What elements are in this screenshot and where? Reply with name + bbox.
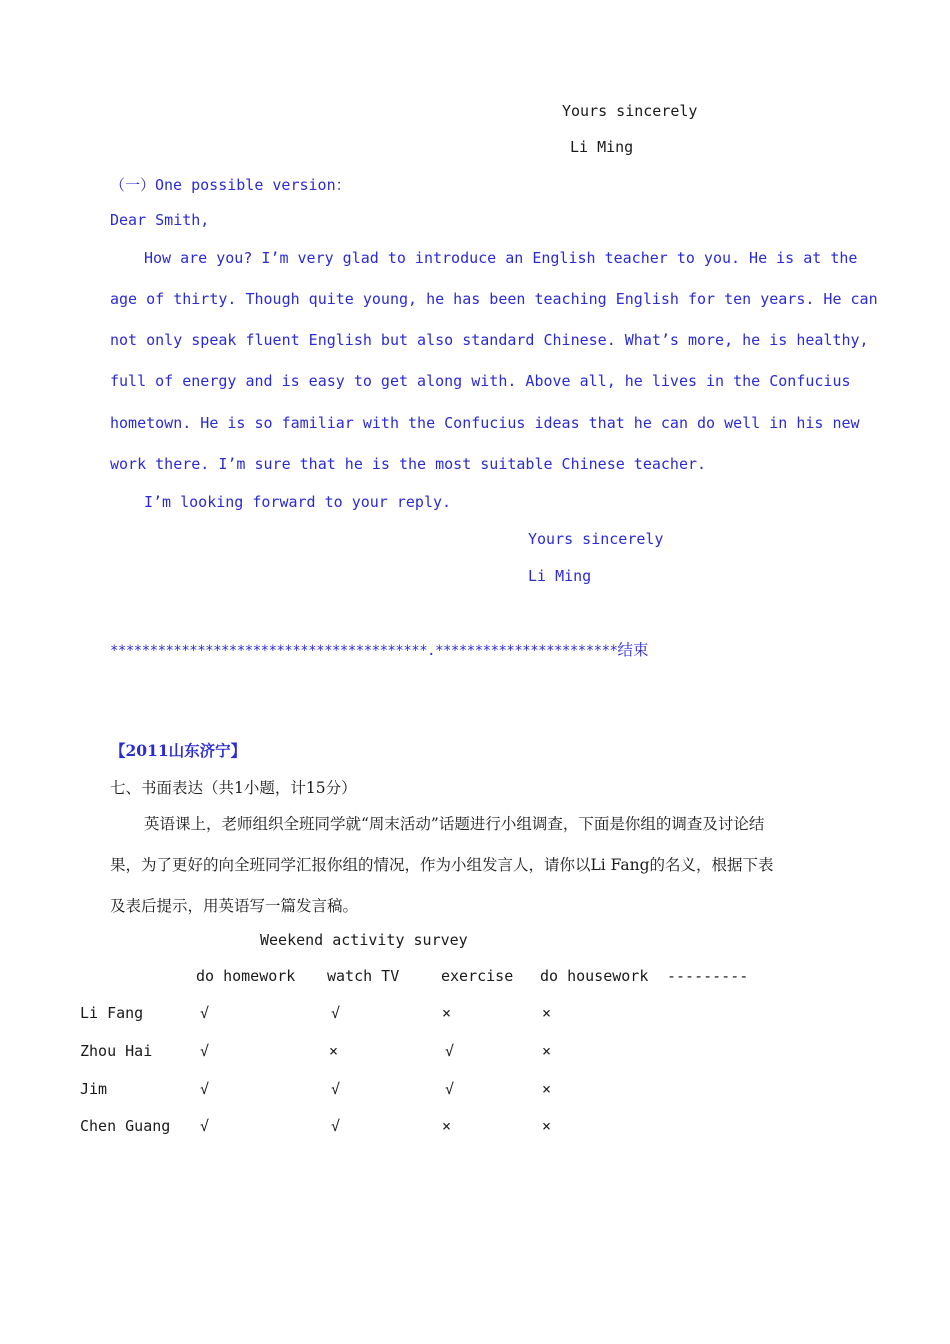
row-mark: × bbox=[442, 1117, 452, 1135]
row-mark: √ bbox=[331, 1080, 341, 1098]
prompt-line-3: 及表后提示，用英语写一篇发言稿。 bbox=[110, 897, 359, 915]
row-mark: √ bbox=[200, 1117, 210, 1135]
version-signature: Li Ming bbox=[528, 567, 592, 585]
version-closing: Yours sincerely bbox=[528, 530, 664, 548]
row-mark: √ bbox=[445, 1080, 455, 1098]
end-divider bbox=[110, 638, 648, 660]
col-header-tv: watch TV bbox=[327, 967, 400, 985]
row-mark: × bbox=[329, 1042, 339, 1060]
closing-line: I’m looking forward to your reply. bbox=[144, 493, 452, 511]
top-closing: Yours sincerely bbox=[562, 102, 698, 120]
row-mark: × bbox=[542, 1004, 552, 1022]
row-mark: √ bbox=[331, 1117, 341, 1135]
divider-stars: ****************************************.*********************** bbox=[110, 643, 618, 659]
row-mark: × bbox=[542, 1042, 552, 1060]
col-header-housework: do housework bbox=[540, 967, 649, 985]
row-mark: √ bbox=[200, 1080, 210, 1098]
para-line-4: full of energy and is easy to get along with. Above all, he lives in the Confucius bbox=[110, 372, 851, 390]
row-mark: √ bbox=[445, 1042, 455, 1060]
row-mark: √ bbox=[200, 1004, 210, 1022]
survey-title: Weekend activity survey bbox=[260, 931, 468, 949]
row-name: Zhou Hai bbox=[80, 1042, 153, 1060]
version-heading: （一）One possible version： bbox=[110, 176, 351, 194]
end-label: 结束 bbox=[617, 641, 649, 659]
row-mark: × bbox=[542, 1080, 552, 1098]
prompt-line-1: 英语课上，老师组织全班同学就“周末活动”话题进行小组调查，下面是你组的调查及讨论结 bbox=[144, 815, 765, 833]
para-line-5: hometown. He is so familiar with the Confucius ideas that he can do well in his new bbox=[110, 414, 860, 432]
col-header-homework: do homework bbox=[196, 967, 296, 985]
para-line-3: not only speak fluent English but also standard Chinese. What’s more, he is healthy, bbox=[110, 331, 869, 349]
prompt-line-2: 果，为了更好的向全班同学汇报你组的情况，作为小组发言人，请你以Li Fang的名义，根据下表 bbox=[110, 856, 774, 874]
row-mark: √ bbox=[200, 1042, 210, 1060]
exam-source: 【2011山东济宁】 bbox=[110, 741, 247, 760]
exam-section: 七、书面表达（共1小题，计15分） bbox=[110, 779, 357, 797]
col-header-exercise: exercise bbox=[441, 967, 514, 985]
para-line-2: age of thirty. Though quite young, he has been teaching English for ten years. He can bbox=[110, 290, 878, 308]
row-mark: × bbox=[442, 1004, 452, 1022]
para-line-6: work there. I’m sure that he is the most suitable Chinese teacher. bbox=[110, 455, 707, 473]
row-name: Li Fang bbox=[80, 1004, 144, 1022]
col-header-blank: --------- bbox=[667, 967, 749, 985]
top-signature: Li Ming bbox=[570, 138, 634, 156]
para-line-1: How are you? I’m very glad to introduce an English teacher to you. He is at the bbox=[144, 249, 858, 267]
row-name: Chen Guang bbox=[80, 1117, 171, 1135]
salutation: Dear Smith, bbox=[110, 211, 210, 229]
row-mark: √ bbox=[331, 1004, 341, 1022]
row-mark: × bbox=[542, 1117, 552, 1135]
row-name: Jim bbox=[80, 1080, 108, 1098]
